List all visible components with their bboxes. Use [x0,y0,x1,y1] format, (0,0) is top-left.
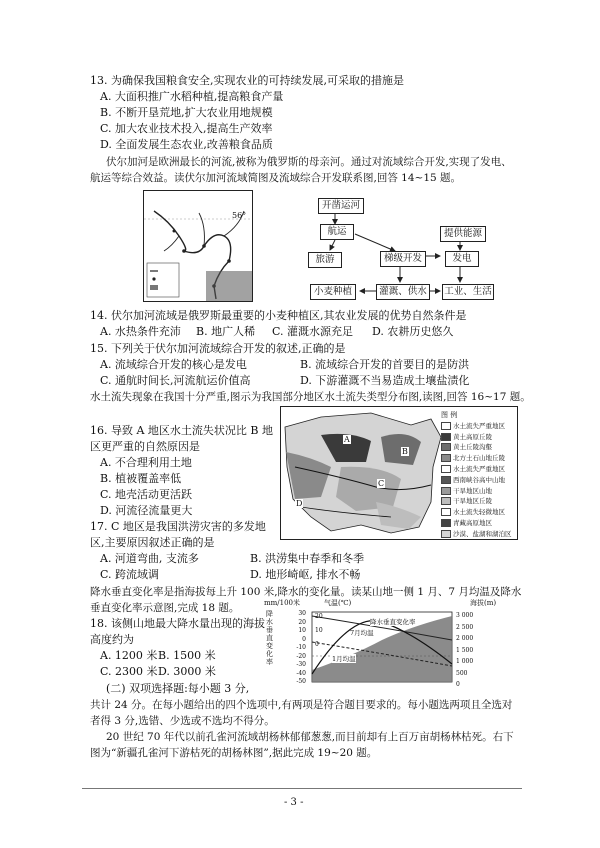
map-label-b: B [402,447,408,456]
series-label-jan-temp: 1月均温 [332,655,356,663]
q13-option-c[interactable]: C. 加大农业技术投入,提高生产效率 [100,122,273,135]
legend-item: 西南峡谷高中山地 [441,475,515,486]
legend-item: 水土流失严重地区 [441,464,515,475]
legend-item: 黄土丘陵沟壑 [441,442,515,453]
temperature-axis-unit: 气温(℃) [324,599,352,607]
q18-stem-line2: 高度约为 [90,633,134,646]
left-axis-unit: mm/100米 [264,599,300,607]
legend-item: 青藏高原地区 [441,518,515,529]
q16-option-c[interactable]: C. 地壳活动更活跃 [100,488,193,501]
volga-intro-line2: 航运等综合效益。读伏尔加河流域简图及流域综合开发联系图,回答 14~15 题。 [90,172,462,184]
section2-title: (二) 双项选择题:每小题 3 分, [106,682,250,695]
precip-intro-line1: 降水垂直变化率是指海拔每上升 100 米,降水的变化量。读某山地一侧 1 月、7 月均温及降水 [90,586,522,598]
left-axis-ticks: 30 20 10 0 -10 -20 -30 -40 -50 [296,610,306,685]
map-label-d: D [296,499,303,508]
volga-river-map [143,190,253,302]
q19-intro-line2: 图为“新疆孔雀河下游枯死的胡杨林图”,据此完成 19~20 题。 [90,747,378,759]
q14-option-b[interactable]: B. 地广人稀 [196,325,256,338]
altitude-axis-ticks: 3 000 2 500 2 000 1 500 1 000 500 0 [456,612,474,688]
q15-option-b[interactable]: B. 流域综合开发的首要目的是防洪 [300,358,470,371]
node-power-generation: 发电 [445,251,479,267]
q17-option-a[interactable]: A. 河道弯曲, 支流多 [100,552,199,565]
section2-line2: 者得 3 分,选错、少选或不选均不得分。 [90,715,275,727]
q15-stem: 15. 下列关于伏尔加河流域综合开发的叙述,正确的是 [90,342,346,355]
precip-intro-line2: 垂直变化率示意图,完成 18 题。 [90,602,240,614]
left-axis-title: 降水垂直变化率 [266,610,273,666]
map-label-c: C [378,479,385,488]
volga-development-flowchart [300,196,500,306]
q14-stem: 14. 伏尔加河流域是俄罗斯最重要的小麦种植区,其农业发展的优势自然条件是 [90,309,467,322]
legend-item: 北方土石山地丘陵 [441,453,515,464]
page-number: - 3 - [284,797,304,808]
node-industry: 工业、生活 [442,284,494,300]
legend-item: 干旱地区丘陵 [441,496,515,507]
node-tourism: 旅游 [308,252,342,268]
node-wheat: 小麦种植 [310,284,356,300]
q18-option-d[interactable]: D. 3000 米 [158,665,216,678]
q15-option-a[interactable]: A. 流域综合开发的核心是发电 [100,358,247,371]
q15-option-d[interactable]: D. 下游灌溉不当易造成土壤盐渍化 [300,374,470,387]
node-irrigation: 灌溉、供水 [376,284,430,300]
node-power-supply: 提供能源 [440,226,486,242]
q17-option-d[interactable]: D. 地形崎岖, 排水不畅 [250,568,361,581]
q13-option-a[interactable]: A. 大面积推广水稻种植,提高粮食产量 [100,90,284,103]
series-label-precip-rate: 降水垂直变化率 [370,618,416,626]
legend-item: 沙漠、盐湖和湖泊区 [441,529,515,540]
legend-item: 水土流失轻微地区 [441,507,515,518]
q14-option-d[interactable]: D. 农耕历史悠久 [372,325,454,338]
legend-title: 图 例 [441,411,458,419]
q13-stem: 13. 为确保我国粮食安全,实现农业的可持续发展,可采取的措施是 [90,74,404,87]
node-canal: 开凿运河 [318,198,364,214]
q16-stem-line1: 16. 导致 A 地区水土流失状况比 B 地 [90,424,274,437]
legend-item: 黄土高原丘陵 [441,432,515,443]
q13-option-d[interactable]: D. 全面发展生态农业,改善粮食品质 [100,138,273,151]
precipitation-temperature-chart [262,599,522,688]
map-label-a: A [344,435,350,444]
node-shipping: 航运 [320,224,354,240]
volga-intro-line1: 伏尔加河是欧洲最长的河流,被称为俄罗斯的母亲河。通过对流域综合开发,实现了发电、 [106,156,512,168]
q19-intro-line1: 20 世纪 70 年代以前孔雀河流域胡杨林郁郁葱葱,而目前却有上百万亩胡杨林枯死。右下 [106,731,514,743]
node-cascade-development: 梯级开发 [380,251,426,267]
erosion-map-legend [441,410,515,540]
q16-stem-line2: 区更严重的自然原因是 [90,440,200,453]
q17-option-c[interactable]: C. 跨流域调 [100,568,160,581]
erosion-intro: 水土流失现象在我国十分严重,图示为我国部分地区水土流失类型分布图,读图,回答 16~17 题。 [90,391,531,403]
temperature-axis-ticks: 20 10 0 [315,613,323,648]
q14-option-c[interactable]: C. 灌溉水源充足 [272,325,354,338]
q18-stem-line1: 18. 该侧山地最大降水量出现的海拔 [90,617,265,630]
q16-option-a[interactable]: A. 不合理利用土地 [100,456,192,469]
section2-line1: 共计 24 分。在每小题给出的四个选项中,有两项是符合题目要求的。每小题选两项且全选对 [90,699,513,711]
soil-erosion-map [280,406,518,540]
q18-option-c[interactable]: C. 2300 米 [100,665,158,678]
q16-option-b[interactable]: B. 植被覆盖率低 [100,472,182,485]
q17-stem-line2: 区,主要原因叙述正确的是 [90,536,215,549]
legend-item: 干旱地区山地 [441,486,515,497]
footer-divider [82,788,522,789]
q16-option-d[interactable]: D. 河流径流量更大 [100,504,193,517]
series-label-july-temp: 7月均温 [350,629,374,637]
q14-option-a[interactable]: A. 水热条件充沛 [100,325,181,338]
q13-option-b[interactable]: B. 不断开垦荒地,扩大农业用地规模 [100,106,273,119]
q18-option-b[interactable]: B. 1500 米 [158,649,216,662]
volga-map-graphic [144,191,252,301]
altitude-axis-unit: 海拔(m) [470,599,497,607]
q17-option-b[interactable]: B. 洪涝集中春季和冬季 [250,552,365,565]
legend-item: 水土流失严重地区 [441,421,515,432]
q17-stem-line1: 17. C 地区是我国洪涝灾害的多发地 [90,520,266,533]
map-latitude-label: 56° [232,211,247,220]
q18-option-a[interactable]: A. 1200 米 [100,649,158,662]
q15-option-c[interactable]: C. 通航时间长,河流航运价值高 [100,374,251,387]
